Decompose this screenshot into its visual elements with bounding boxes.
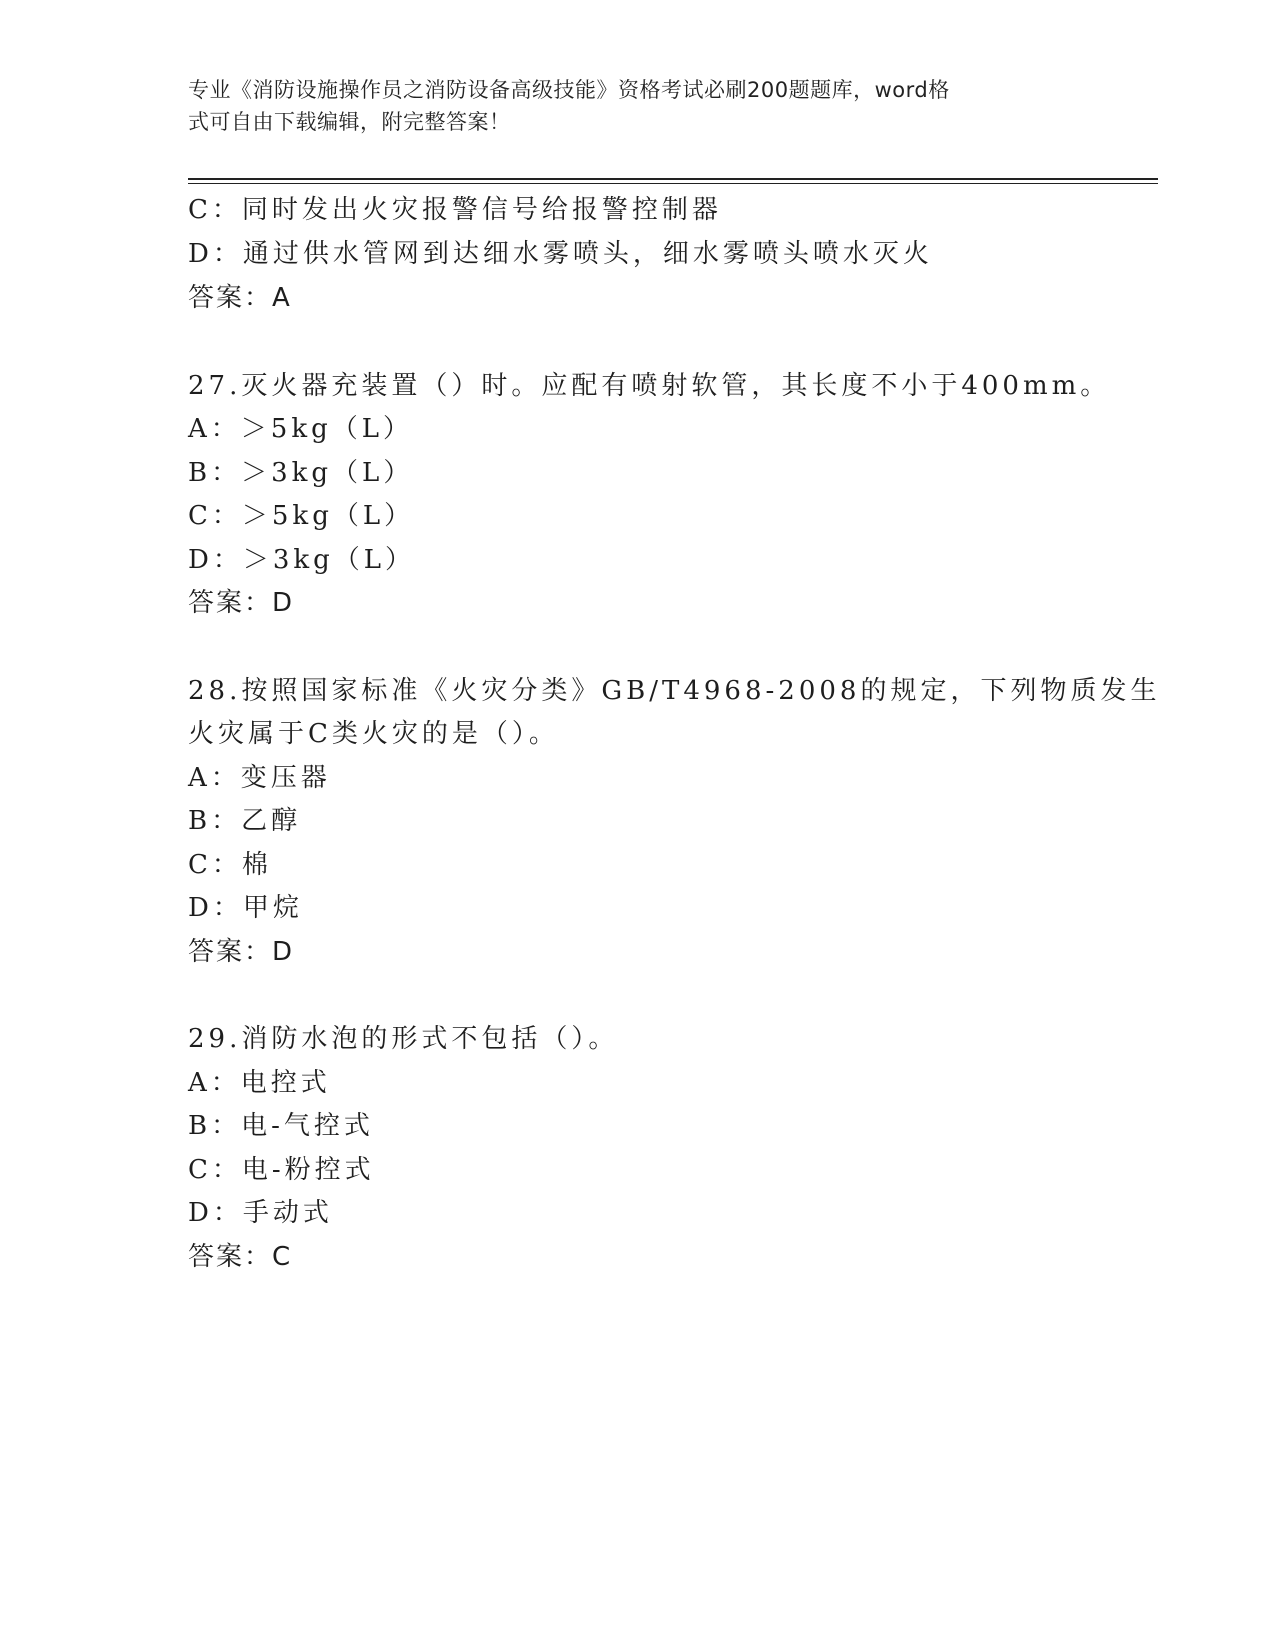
header-line-2: 式可自由下载编辑，附完整答案！ bbox=[188, 110, 511, 134]
q27-answer: 答案：D bbox=[188, 588, 295, 618]
header-divider-thick bbox=[188, 178, 1158, 180]
header-line-1: 专业《消防设施操作员之消防设备高级技能》资格考试必刷200题题库，word格 bbox=[188, 78, 950, 102]
q28-question-line-1: 28.按照国家标准《火灾分类》GB/T4968-2008的规定，下列物质发生 bbox=[188, 676, 1161, 706]
q28-option-c: C：棉 bbox=[188, 850, 272, 880]
q28-option-d: D：甲烷 bbox=[188, 893, 303, 923]
document-header bbox=[188, 74, 1088, 138]
q28-option-a: A：变压器 bbox=[188, 763, 331, 793]
q26-answer: 答案：A bbox=[188, 283, 292, 313]
q27-option-b: B：＞3kg（L） bbox=[188, 458, 414, 488]
q29-question: 29.消防水泡的形式不包括（）。 bbox=[188, 1024, 619, 1054]
q26-option-d: D：通过供水管网到达细水雾喷头，细水雾喷头喷水灭火 bbox=[188, 239, 933, 269]
q27-question: 27.灭火器充装置（）时。应配有喷射软管，其长度不小于400mm。 bbox=[188, 371, 1111, 401]
q29-answer: 答案：C bbox=[188, 1242, 293, 1272]
q29-option-c: C：电-粉控式 bbox=[188, 1155, 375, 1185]
header-divider-thin bbox=[188, 183, 1158, 184]
q27-option-a: A：＞5kg（L） bbox=[188, 414, 413, 444]
q27-option-d: D：＞3kg（L） bbox=[188, 545, 416, 575]
q29-option-b: B：电-气控式 bbox=[188, 1111, 374, 1141]
q28-option-b: B：乙醇 bbox=[188, 806, 302, 836]
q29-option-a: A：电控式 bbox=[188, 1068, 331, 1098]
q27-option-c: C：＞5kg（L） bbox=[188, 501, 415, 531]
q26-option-c: C：同时发出火灾报警信号给报警控制器 bbox=[188, 195, 722, 225]
q28-answer: 答案：D bbox=[188, 937, 295, 967]
q28-question-line-2: 火灾属于C类火灾的是（）。 bbox=[188, 719, 559, 749]
q29-option-d: D：手动式 bbox=[188, 1198, 333, 1228]
